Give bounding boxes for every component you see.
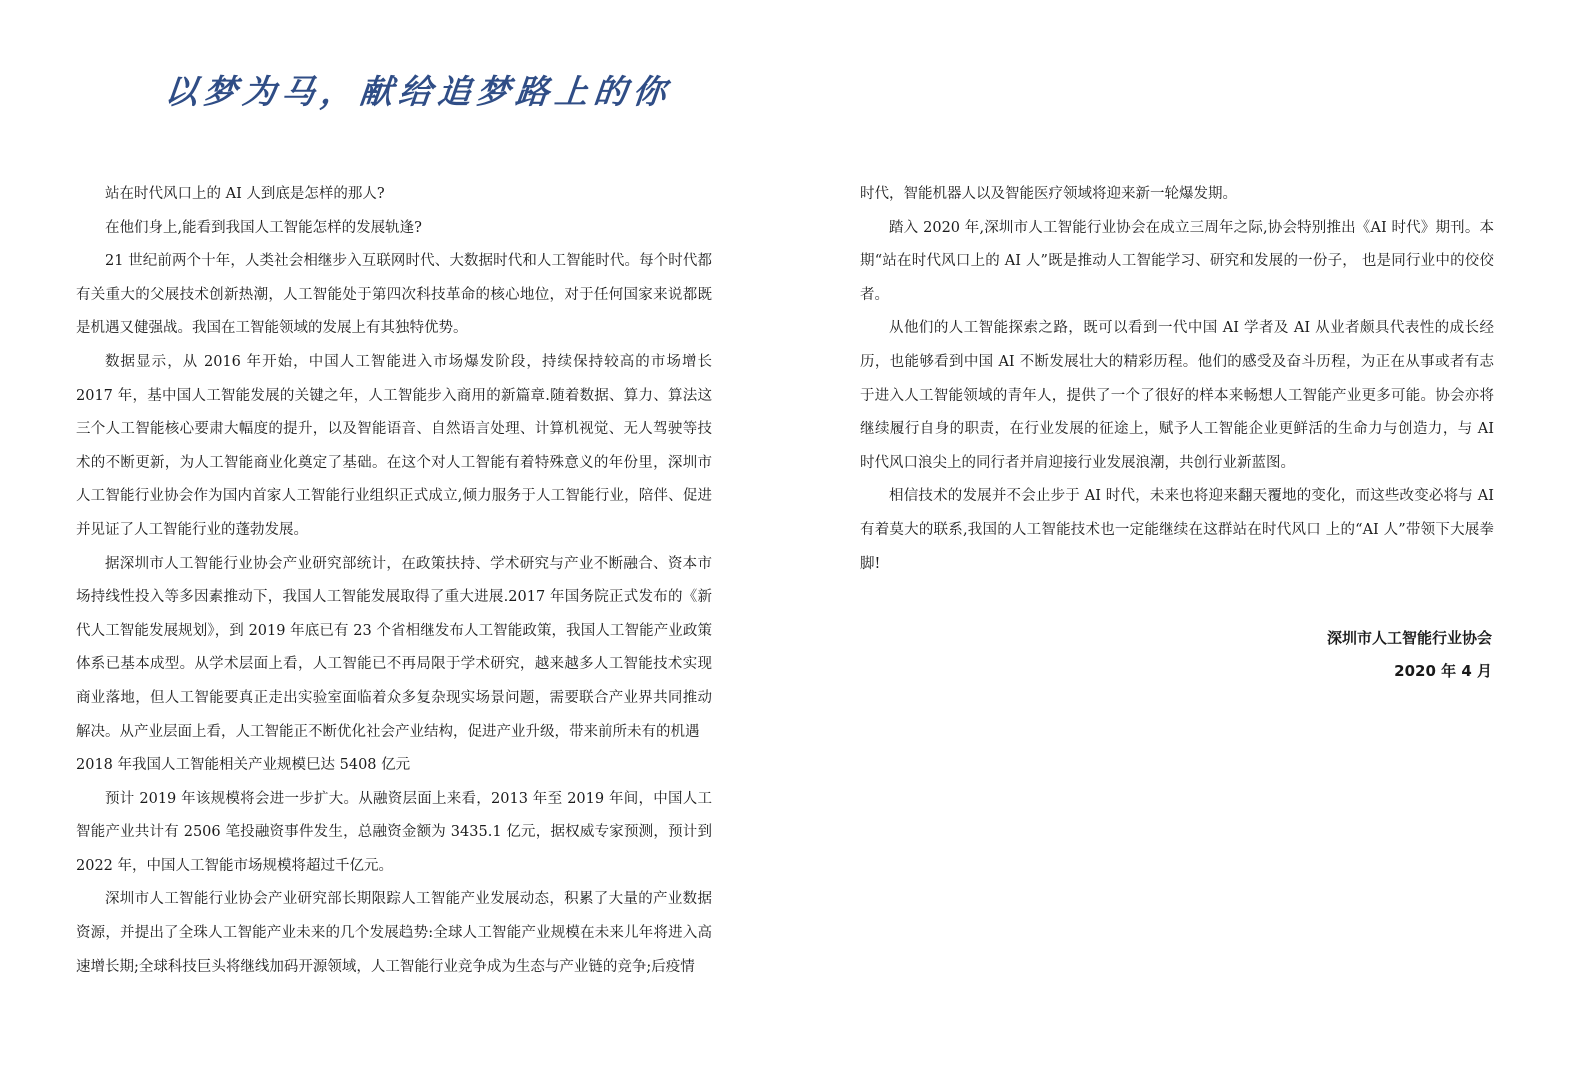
- signature-organization: 深圳市人工智能行业协会: [1326, 629, 1492, 647]
- paragraph: 从他们的人工智能探索之路，既可以看到一代中国 AI 学者及 AI 从业者颇具代表性的成长经历，也能够看到中国 AI 不断发展壮大的精彩历程。他们的感受及奋斗历程，为正在从事或者有志于进入人工智能领域的青年人，提供了一个了很好的样本来畅想人工智能产业更多可能。协会亦将继续履行自身的职责，在行业发展的征途上，赋予人工智能企业更鲜活的生命力与创造力，与 AI 时代风口浪尖上的同行者并肩迎接行业发展浪潮，共创行业新蓝图。: [860, 320, 1494, 471]
- paragraph: 时代，智能机器人以及智能医疗领域将迎来新一轮爆发期。: [860, 186, 1237, 202]
- paragraph: 预计 2019 年该规模将会进一步扩大。从融资层面上来看，2013 年至 2019 年间，中国人工智能产业共计有 2506 笔投融资事件发生，总融资金额为 3435.1 亿元，据权威专家预测，预计到 2022 年，中国人工智能市场规模将超过千亿元。: [76, 790, 712, 874]
- right-column: [860, 178, 1494, 581]
- signature-block: [1327, 622, 1492, 688]
- paragraph: 相信技术的发展并不会止步于 AI 时代，未来也将迎来翻天覆地的变化，而这些改变必将与 AI 有着莫大的联系,我国的人工智能技术也一定能继续在这群站在时代风口 上的“AI 人”带领下大展拳脚!: [860, 488, 1494, 572]
- page-title: 以梦为马，献给追梦路上的你: [162, 72, 674, 111]
- paragraph: 据深圳市人工智能行业协会产业研究部统计，在政策扶持、学术研究与产业不断融合、资本市场持线性投入等多因素推动下，我国人工智能发展取得了重大进展.2017 年国务院正式发布的《新代人工智能发展规划》，到 2019 年底已有 23 个省相继发布人工智能政策，我国人工智能产业政策体系已基本成型。从学术层面上看，人工智能已不再局限于学术研究，越来越多人工智能技术实现商业落地，但人工智能要真正走出实验室面临着众多复杂现实场景问题，需要联合产业界共同推动解决。从产业层面上看，人工智能正不断优化社会产业结构，促进产业升级，带来前所未有的机遇: [76, 555, 712, 740]
- paragraph: 2018 年我国人工智能相关产业规模巳达 5408 亿元: [76, 757, 411, 774]
- left-column: [76, 178, 712, 984]
- paragraph: 站在时代风口上的 AI 人到底是怎样的那人?: [105, 186, 385, 202]
- paragraph: 踏入 2020 年,深圳市人工智能行业协会在成立三周年之际,协会特别推出《AI 时代》期刊。本期“站在时代风口上的 AI 人”既是推动人工智能学习、研究和发展的一份子， 也是同行业中的佼佼者。: [860, 219, 1494, 303]
- paragraph: 数据显示，从 2016 年开始，中国人工智能进入市场爆发阶段，持续保持较高的市场增长 2017 年，基中国人工智能发展的关键之年，人工智能步入商用的新篇章.随着数据、算力、算法这三个人工智能核心要肃大幅度的提升，以及智能语音、自然语言处理、计算机视觉、无人驾驶等技术的不断更新，为人工智能商业化奠定了基础。在这个对人工智能有着特殊意义的年份里，深圳市人工智能行业协会作为国内首家人工智能行业组织正式成立,倾力服务于人工智能行业，陪伴、促进并见证了人工智能行业的蓬勃发展。: [76, 353, 712, 538]
- paragraph: 深圳市人工智能行业协会产业研究部长期限踪人工智能产业发展动态，积累了大量的产业数据资源，并提出了全珠人工智能产业未来的几个发展趋势:全球人工智能产业规模在未来儿年将进入高速增长期;全球科技巨头将继线加码开源领域，人工智能行业竞争成为生态与产业链的竞争;后疫情: [76, 891, 712, 975]
- paragraph: 在他们身上,能看到我国人工智能怎样的发展轨逢?: [105, 219, 422, 236]
- paragraph: 21 世纪前两个十年，人类社会相继步入互联网时代、大数据时代和人工智能时代。每个时代都有关重大的父展技术创新热潮，人工智能处于第四次科技革命的核心地位，对于任何国家来说都既是机遇又健强战。我国在工智能领域的发展上有其独特优势。: [76, 253, 712, 337]
- signature-date: 2020 年 4 月: [1394, 662, 1492, 680]
